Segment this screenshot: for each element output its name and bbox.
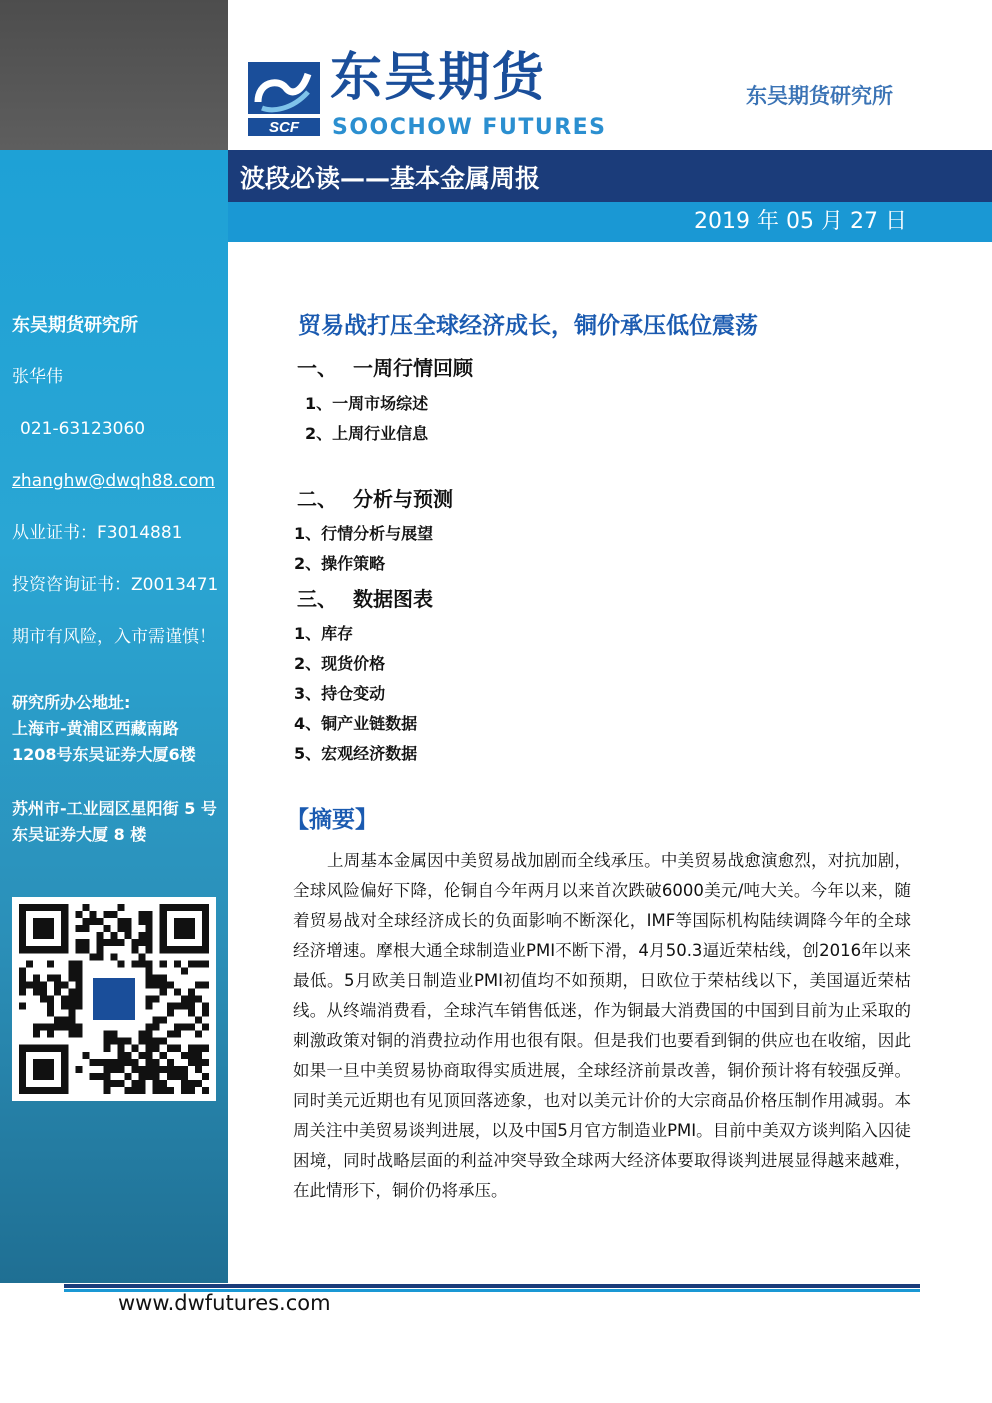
sidebar-address-block [12, 690, 222, 768]
report-date: 2019 年 05 月 27 日 [694, 209, 907, 234]
toc-item: 4、铜产业链数据 [294, 714, 418, 733]
summary-title: 【摘要】 [286, 807, 378, 833]
headline: 贸易战打压全球经济成长，铜价承压低位震荡 [298, 313, 758, 339]
scf-logo-icon [248, 62, 320, 138]
sidebar-risk-notice: 期市有风险，入市需谨慎！ [12, 627, 216, 647]
toc-item: 1、库存 [294, 624, 354, 643]
toc-item: 2、现货价格 [294, 654, 386, 673]
toc-section-1-num: 一、 [297, 356, 337, 380]
sidebar-institute: 东吴期货研究所 [12, 315, 138, 336]
toc-section-1 [297, 356, 473, 380]
toc-section-3-num: 三、 [297, 587, 337, 611]
toc-section-3-title: 数据图表 [353, 587, 433, 611]
sidebar-author: 张华伟 [12, 367, 63, 387]
logo-abbr: SCF [269, 119, 299, 136]
toc-section-2 [297, 487, 453, 511]
sidebar-phone: 021-63123060 [20, 419, 146, 439]
brand-cn-name: 东吴期货 [330, 48, 547, 108]
qr-code-icon [12, 897, 216, 1101]
summary-paragraph: 上周基本金属因中美贸易战加剧而全线承压。中美贸易战愈演愈烈，对抗加剧，全球风险偏好下降，伦铜自今年两月以来首次跌破6000美元/吨大关。今年以来，随着贸易战对全球经济成长的负面影响不断深化，IMF等国际机构陆续调降今年的全球经济增速。摩根大通全球制造业PMI不断下滑，4月50.3逼近荣枯线，创2016年以来最低。5月欧美日制造业PMI初值均不如预期，日欧位于荣枯线以下，美国逼近荣枯线。从终端消费看，全球汽车销售低迷，作为铜最大消费国的中国到目前为止采取的刺激政策对铜的消费拉动作用也很有限。但是我们也要看到铜的供应也在收缩，因此如果一旦中美贸易协商取得实质进展，全球经济前景改善，铜价预计将有较强反弹。同时美元近期也有见顶回落迹象，也对以美元计价的大宗商品价格压制作用减弱。本周关注中美贸易谈判进展，以及中国5月官方制造业PMI。目前中美双方谈判陷入囚徒困境，同时战略层面的利益冲突导致全球两大经济体要取得谈判进展显得越来越难，在此情形下，铜价仍将承压。 [293, 851, 911, 1200]
report-title: 波段必读——基本金属周报 [240, 164, 541, 193]
sidebar-consult-cert: 投资咨询证书：Z0013471 [12, 575, 219, 595]
address-label: 研究所办公地址: [12, 693, 131, 712]
sidebar-header-block [0, 0, 228, 150]
address-suzhou: 苏州市-工业园区星阳街 5 号东吴证券大厦 8 楼 [12, 799, 217, 844]
footer-website-link[interactable]: www.dwfutures.com [118, 1291, 331, 1315]
sidebar-email-link[interactable]: zhanghw@dwqh88.com [12, 471, 215, 491]
toc-section-3 [297, 587, 433, 611]
footer-divider [64, 1284, 920, 1288]
toc-item: 1、行情分析与展望 [294, 524, 434, 543]
toc-item: 2、上周行业信息 [305, 424, 429, 443]
toc-section-2-num: 二、 [297, 487, 337, 511]
toc-item: 5、宏观经济数据 [294, 744, 418, 763]
brand-en-name: SOOCHOW FUTURES [332, 115, 607, 140]
toc-item: 3、持仓变动 [294, 684, 386, 703]
toc-section-2-title: 分析与预测 [353, 487, 453, 511]
toc-section-1-title: 一周行情回顾 [353, 356, 473, 380]
address-shanghai: 上海市-黄浦区西藏南路1208号东吴证券大厦6楼 [12, 719, 196, 764]
institute-header-label: 东吴期货研究所 [746, 84, 893, 108]
sidebar-practice-cert: 从业证书：F3014881 [12, 523, 183, 543]
toc-item: 2、操作策略 [294, 554, 386, 573]
toc-item: 1、一周市场综述 [305, 394, 429, 413]
